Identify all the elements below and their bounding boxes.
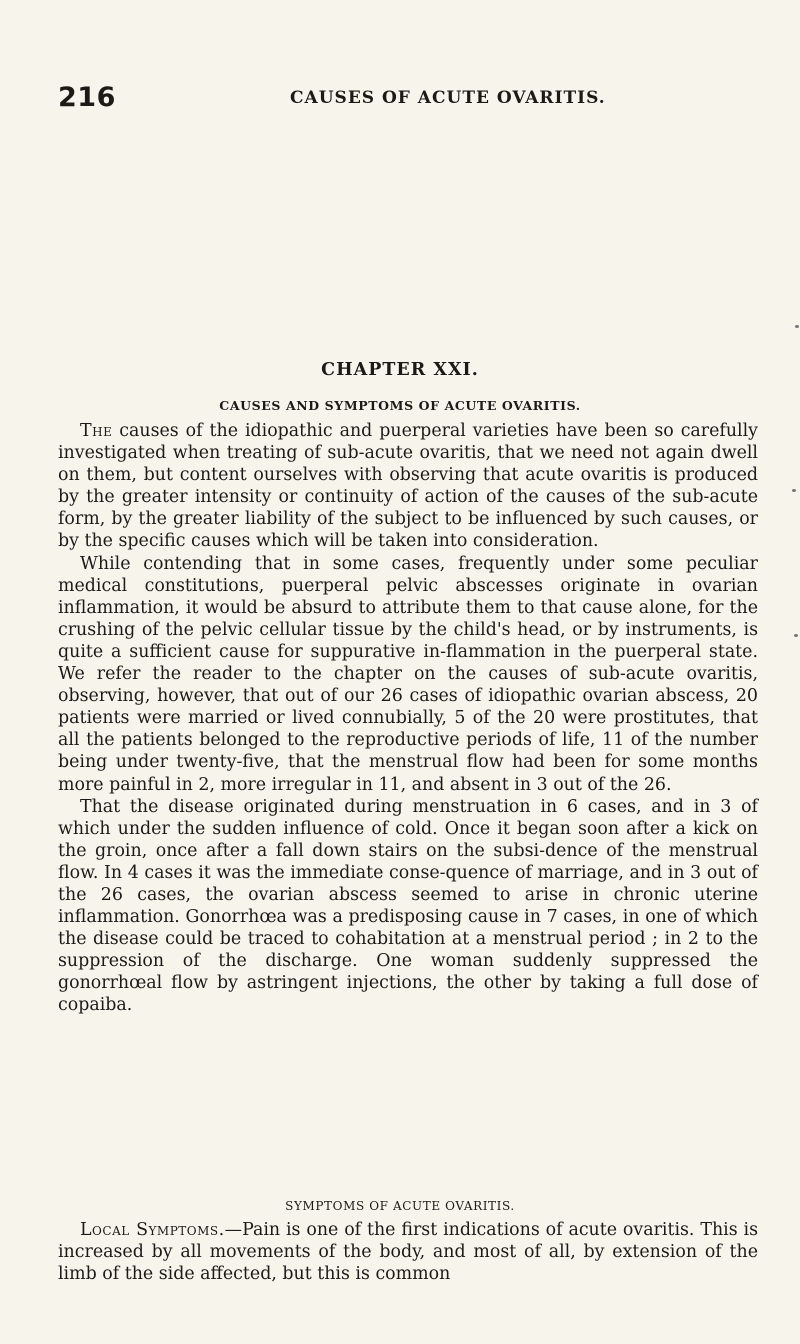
paragraph-2: While contending that in some cases, frequently under some peculiar medical constitutions, puerperal pelvic abscesses originate in ovarian inflammation, it would be absurd to attribute them to that cause alone, for the crushing of the pelvic cellular tissue by the child's head, or by instruments, is quite a sufficient cause for suppurative in-flammation in the puerperal state. We refer the reader to the chapter on the causes of sub-acute ovaritis, observing, however, that out of our 26 cases of idiopathic ovarian abscess, 20 patients were married or lived connubially, 5 of the 20 were prostitutes, that all the patients belonged to the reproductive periods of life, 11 of the number being under twenty-five, that the menstrual flow had been for some months more painful in 2, more irregular in 11, and absent in 3 out of the 26. [58,553,758,795]
section-heading: SYMPTOMS OF ACUTE OVARITIS. [285,1199,515,1213]
paragraph-4-text: —Pain is one of the first indications of acute ovaritis. This is increased by all movements of the body, and most of all, by extension of the limb of the side affected, but this is common [58,1220,758,1285]
paragraph-1-lead: The [80,421,113,441]
section-body [58,1219,758,1285]
running-head [58,82,758,116]
chapter-body [58,420,758,1017]
paper-speck [792,489,796,492]
paragraph-1 [58,420,758,553]
paper-speck [794,634,798,637]
chapter-heading: CHAPTER XXI. [321,360,479,380]
paragraph-1-text: causes of the idiopathic and puerperal varieties have been so carefully investigated when treating of sub-acute ovaritis, that we need not again dwell on them, but content ourselves with observing that acute ovaritis is produced by the greater intensity or continuity of action of the causes of the sub-acute form, by the greater liability of the subject to be influenced by such causes, or by the specific causes which will be taken into consideration. [58,421,758,552]
paper-speck [795,325,799,328]
paragraph-4-lead: Local Symptoms. [80,1220,225,1240]
paragraph-3: That the disease originated during menstruation in 6 cases, and in 3 of which under the sudden influence of cold. Once it began soon after a kick on the groin, once after a fall down stairs on the subsi-dence of the menstrual flow. In 4 cases it was the immediate conse-quence of marriage, and in 3 out of the 26 cases, the ovarian abscess seemed to arise in chronic uterine inflammation. Gonorrhœa was a predisposing cause in 7 cases, in one of which the disease could be traced to cohabitation at a menstrual period ; in 2 to the suppression of the discharge. One woman suddenly suppressed the gonorrhœal flow by astringent injections, the other by taking a full dose of copaiba. [58,796,758,1016]
running-head-title: CAUSES OF ACUTE OVARITIS. [290,88,606,108]
chapter-subtitle: CAUSES AND SYMPTOMS OF ACUTE OVARITIS. [219,398,581,413]
page-number: 216 [58,82,116,113]
paragraph-4 [58,1219,758,1285]
